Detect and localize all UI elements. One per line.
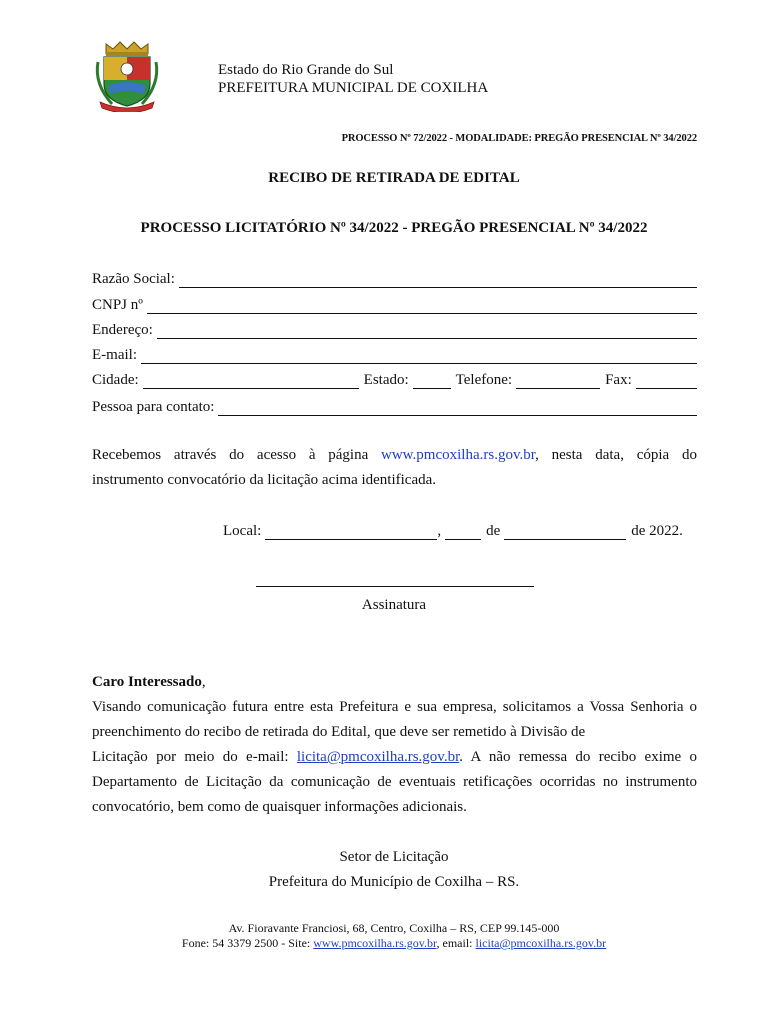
municipal-crest-logo xyxy=(92,40,162,112)
receipt-paragraph-line2: instrumento convocatório da licitação acima identificada. xyxy=(92,472,437,488)
notice-line5: convocatório, bem como de quaisquer informações adicionais. xyxy=(92,799,467,815)
footer-site-link[interactable]: www.pmcoxilha.rs.gov.br xyxy=(313,936,437,950)
estado-line xyxy=(413,374,451,389)
fax-line xyxy=(636,374,697,389)
field-contato xyxy=(92,396,697,416)
field-email xyxy=(92,344,697,364)
process-modality-line: PROCESSO Nº 72/2022 - MODALIDADE: PREGÃO PRESENCIAL Nº 34/2022 xyxy=(341,133,697,144)
footer-email-link[interactable]: licita@pmcoxilha.rs.gov.br xyxy=(475,936,607,950)
local-comma: , xyxy=(437,523,442,539)
field-endereco xyxy=(92,319,697,339)
razao-social-label: Razão Social: xyxy=(92,271,175,287)
header-prefecture: PREFEITURA MUNICIPAL DE COXILHA xyxy=(218,80,489,96)
footer-address: Av. Fioravante Franciosi, 68, Centro, Coxilha – RS, CEP 99.145-000 xyxy=(228,921,560,935)
receipt-text-after: , nesta data, cópia do xyxy=(535,447,697,463)
notice-line3 xyxy=(92,745,697,770)
field-razao-social xyxy=(92,268,697,288)
local-date-line xyxy=(223,520,697,540)
endereco-label: Endereço: xyxy=(92,322,153,338)
endereco-line xyxy=(157,324,697,339)
greeting-comma: , xyxy=(201,674,206,690)
field-city-row xyxy=(92,369,697,389)
greeting-text: Caro Interessado xyxy=(92,674,202,690)
notice-line4: Departamento de Licitação da comunicação de eventuais retificações ocorridas no instrumento xyxy=(92,774,697,790)
contato-line xyxy=(218,401,697,416)
contato-label: Pessoa para contato: xyxy=(92,399,215,415)
razao-social-line xyxy=(179,273,697,288)
cnpj-label: CNPJ nº xyxy=(92,297,143,313)
site-link[interactable]: www.pmcoxilha.rs.gov.br xyxy=(381,447,536,463)
cidade-line xyxy=(143,374,359,389)
month-line xyxy=(504,525,626,540)
closing-sector: Setor de Licitação xyxy=(339,849,449,865)
year-label: de 2022. xyxy=(631,523,683,539)
telefone-line xyxy=(516,374,600,389)
email-line xyxy=(141,349,697,364)
telefone-label: Telefone: xyxy=(455,372,513,388)
closing-prefecture: Prefeitura do Município de Coxilha – RS. xyxy=(268,874,520,890)
cidade-label: Cidade: xyxy=(92,372,139,388)
receipt-text: Recebemos através do acesso à página xyxy=(92,447,382,463)
notice-line3-text: Licitação por meio do e-mail: xyxy=(92,749,297,765)
local-label: Local: xyxy=(223,523,262,539)
fax-label: Fax: xyxy=(605,372,632,388)
email-label: E-mail: xyxy=(92,347,137,363)
field-cnpj xyxy=(92,294,697,314)
footer-phone: Fone: 54 3379 2500 - Site: xyxy=(181,936,314,950)
email-link[interactable]: licita@pmcoxilha.rs.gov.br xyxy=(296,749,460,765)
de-label: de xyxy=(486,523,501,539)
process-title: PROCESSO LICITATÓRIO Nº 34/2022 - PREGÃO PRESENCIAL Nº 34/2022 xyxy=(140,220,648,236)
receipt-paragraph-line1 xyxy=(92,443,697,468)
notice-greeting xyxy=(92,670,697,695)
footer-email-label: , email: xyxy=(436,936,476,950)
signature-line xyxy=(256,586,534,587)
receipt-title: RECIBO DE RETIRADA DE EDITAL xyxy=(268,170,520,186)
cnpj-line xyxy=(147,299,697,314)
day-line xyxy=(445,525,481,540)
estado-label: Estado: xyxy=(363,372,409,388)
local-line xyxy=(265,525,437,540)
notice-line1: Visando comunicação futura entre esta Prefeitura e sua empresa, solicitamos a Vossa Senhoria o xyxy=(92,699,697,715)
notice-line3-after: . A não remessa do recibo exime o xyxy=(459,749,698,765)
signature-label: Assinatura xyxy=(361,597,427,613)
notice-line2: preenchimento do recibo de retirada do Edital, que deve ser remetido à Divisão de xyxy=(92,724,586,740)
footer-contact xyxy=(0,936,770,951)
header-state: Estado do Rio Grande do Sul xyxy=(218,62,394,78)
